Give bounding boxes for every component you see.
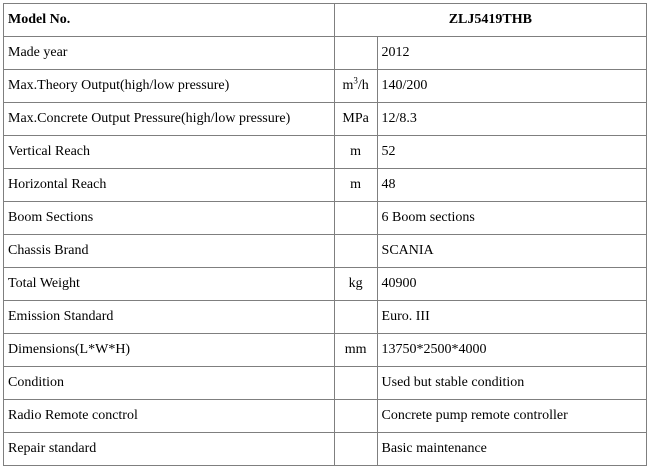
- parameter-cell: Emission Standard: [4, 301, 335, 334]
- unit-cell: [334, 400, 377, 433]
- value-cell: 140/200: [377, 70, 646, 103]
- value-cell: Used but stable condition: [377, 367, 646, 400]
- parameter-cell: Made year: [4, 37, 335, 70]
- parameter-cell: Total Weight: [4, 268, 335, 301]
- unit-cell: m: [334, 136, 377, 169]
- value-cell: 12/8.3: [377, 103, 646, 136]
- parameter-cell: Max.Theory Output(high/low pressure): [4, 70, 335, 103]
- table-row: [4, 169, 647, 202]
- table-row: [4, 400, 647, 433]
- parameter-cell: Horizontal Reach: [4, 169, 335, 202]
- table-row: [4, 37, 647, 70]
- table-row: [4, 70, 647, 103]
- value-cell: 48: [377, 169, 646, 202]
- unit-cell: [334, 367, 377, 400]
- value-cell: Euro. III: [377, 301, 646, 334]
- unit-cell: [334, 301, 377, 334]
- table-row: [4, 103, 647, 136]
- unit-cell: [334, 202, 377, 235]
- parameter-cell: Max.Concrete Output Pressure(high/low pressure): [4, 103, 335, 136]
- unit-base: m: [342, 78, 354, 93]
- model-label: Model No.: [4, 4, 335, 37]
- model-value: ZLJ5419THB: [334, 4, 646, 37]
- parameter-cell: Dimensions(L*W*H): [4, 334, 335, 367]
- value-cell: Basic maintenance: [377, 433, 646, 466]
- value-cell: 40900: [377, 268, 646, 301]
- parameter-cell: Condition: [4, 367, 335, 400]
- parameter-cell: Boom Sections: [4, 202, 335, 235]
- unit-superscript: 3: [353, 75, 358, 86]
- unit-cell: m: [334, 169, 377, 202]
- unit-tail: /h: [357, 78, 369, 93]
- table-row: [4, 268, 647, 301]
- table-row: [4, 301, 647, 334]
- parameter-cell: Radio Remote conctrol: [4, 400, 335, 433]
- unit-cell: [334, 37, 377, 70]
- value-cell: 52: [377, 136, 646, 169]
- table-row: [4, 202, 647, 235]
- table-row: [4, 433, 647, 466]
- value-cell: SCANIA: [377, 235, 646, 268]
- value-cell: 6 Boom sections: [377, 202, 646, 235]
- unit-cell: [334, 70, 377, 103]
- parameter-cell: Vertical Reach: [4, 136, 335, 169]
- unit-cell: kg: [334, 268, 377, 301]
- table-row: [4, 367, 647, 400]
- value-cell: 2012: [377, 37, 646, 70]
- unit-cell: [334, 433, 377, 466]
- unit-cell: [334, 235, 377, 268]
- table-row: [4, 334, 647, 367]
- spec-table: [3, 3, 647, 466]
- value-cell: 13750*2500*4000: [377, 334, 646, 367]
- table-row: [4, 136, 647, 169]
- table-row: [4, 235, 647, 268]
- value-cell: Concrete pump remote controller: [377, 400, 646, 433]
- unit-cell: MPa: [334, 103, 377, 136]
- header-row: [4, 4, 647, 37]
- unit-cell: mm: [334, 334, 377, 367]
- parameter-cell: Repair standard: [4, 433, 335, 466]
- parameter-cell: Chassis Brand: [4, 235, 335, 268]
